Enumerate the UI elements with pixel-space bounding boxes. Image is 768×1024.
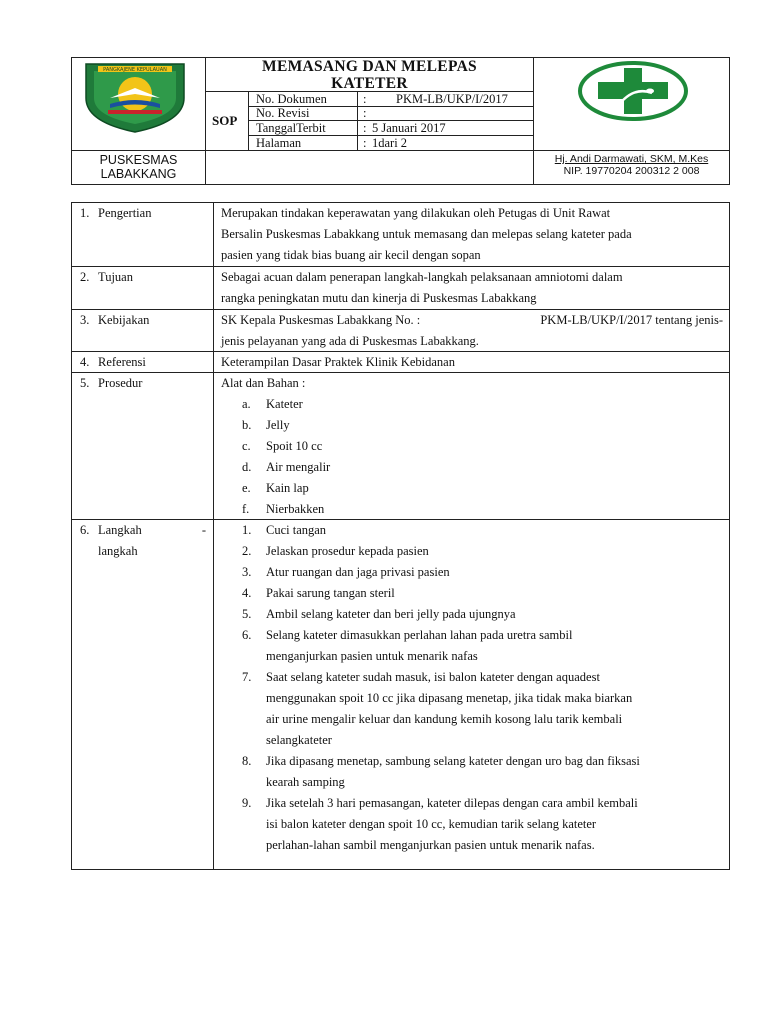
section-content-prosedur — [221, 373, 723, 520]
regency-emblem-icon — [80, 58, 190, 134]
meta-sep-revision: : — [363, 106, 367, 120]
list-item: 1. Cuci tangan — [242, 523, 327, 537]
list-item: 6. Selang kateter dimasukkan perlahan lahan pada uretra sambil menganjurkan pasien untuk menarik nafas — [242, 628, 573, 663]
svg-text:PANGKAJENE KEPULAUAN: PANGKAJENE KEPULAUAN — [103, 67, 167, 73]
list-item: 4. Pakai sarung tangan steril — [242, 586, 395, 600]
signer-nip: NIP. 19770204 200312 2 008 — [563, 165, 700, 177]
section-label-referensi: Referensi — [98, 355, 146, 369]
list-item: 2. Jelaskan prosedur kepada pasien — [242, 544, 429, 558]
meta-label-issue-date: TanggalTerbit — [256, 121, 326, 135]
list-item: 9. Jika setelah 3 hari pemasangan, kateter dilepas dengan cara ambil kembali isi balon kateter dengan spoit 10 cc, kemudian tarik selang kateter perlahan-lahan sambil menganjurkan pasien untuk menarik nafas. — [242, 796, 638, 852]
section-number: 3. — [80, 313, 90, 327]
meta-value-doc-number: PKM-LB/UKP/I/2017 — [396, 92, 508, 106]
list-item: e. Kain lap — [242, 481, 309, 495]
section-label-prosedur: Prosedur — [98, 376, 143, 390]
section-label-langkah: Langkah - langkah — [98, 523, 206, 558]
section-content-langkah — [221, 520, 723, 856]
puskesmas-name: PUSKESMAS LABAKKANG — [99, 153, 178, 181]
section-content-referensi: Keterampilan Dasar Praktek Klinik Kebidanan — [221, 355, 455, 369]
steps-list — [221, 520, 723, 856]
section-number: 6. — [80, 523, 90, 537]
section-label-tujuan: Tujuan — [98, 270, 133, 284]
list-item: f. Nierbakken — [242, 502, 325, 516]
sop-label: SOP — [212, 113, 238, 128]
meta-label-revision: No. Revisi — [256, 106, 310, 120]
section-number: 1. — [80, 206, 90, 220]
meta-sep-doc-number: : — [363, 92, 367, 106]
section-label-kebijakan: Kebijakan — [98, 313, 150, 327]
section-number: 2. — [80, 270, 90, 284]
list-item: 7. Saat selang kateter sudah masuk, isi balon kateter dengan aquadest menggunakan spoit 10 cc jika dipasang menetap, jika tidak maka biarkan air urine mengalir keluar dan kandung kemih kosong lalu tarik kembali selangkateter — [242, 670, 633, 747]
meta-value-issue-date: 5 Januari 2017 — [372, 121, 446, 135]
document-title: MEMASANG DAN MELEPAS KATETER — [262, 58, 477, 92]
list-item: 3. Atur ruangan dan jaga privasi pasien — [242, 565, 450, 579]
list-item: d. Air mengalir — [242, 460, 331, 474]
meta-value-page: 1dari 2 — [372, 136, 408, 150]
section-number: 5. — [80, 376, 90, 390]
section-content-pengertian: Merupakan tindakan keperawatan yang dilakukan oleh Petugas di Unit Rawat Bersalin Puskesmas Labakkang untuk memasang dan melepas selang kateter pada pasien yang tidak bias buang air kecil dengan sopan — [221, 206, 632, 262]
signer-name: Hj. Andi Darmawati, SKM, M.Kes — [554, 153, 709, 165]
policy-doc-ref: PKM-LB/UKP/I/2017 tentang jenis- — [540, 313, 723, 327]
policy-sk-text: SK Kepala Puskesmas Labakkang No. : — [221, 313, 421, 327]
list-item: 8. Jika dipasang menetap, sambung selang kateter dengan uro bag dan fiksasi kearah samping — [242, 754, 640, 789]
list-item: c. Spoit 10 cc — [242, 439, 323, 453]
list-item: b. Jelly — [242, 418, 290, 432]
signer-block — [534, 153, 729, 177]
section-number: 4. — [80, 355, 90, 369]
list-item: a. Kateter — [242, 397, 303, 411]
meta-sep-issue-date: : — [363, 121, 367, 135]
list-item: 5. Ambil selang kateter dan beri jelly pada ujungnya — [242, 607, 516, 621]
meta-sep-page: : — [363, 136, 367, 150]
section-label-pengertian: Pengertian — [98, 206, 152, 220]
meta-label-page: Halaman — [256, 136, 302, 150]
materials-intro: Alat dan Bahan : — [221, 376, 306, 390]
puskesmas-cross-icon — [576, 60, 690, 122]
meta-label-doc-number: No. Dokumen — [256, 92, 327, 106]
section-content-kebijakan: SK Kepala Puskesmas Labakkang No. : PKM-LB/UKP/I/2017 tentang jenis- jenis pelayanan yang ada di Puskesmas Labakkang. — [221, 310, 723, 352]
section-content-tujuan: Sebagai acuan dalam penerapan langkah-langkah pelaksanaan amniotomi dalam rangka peningkatan mutu dan kinerja di Puskesmas Labakkang — [221, 270, 623, 305]
